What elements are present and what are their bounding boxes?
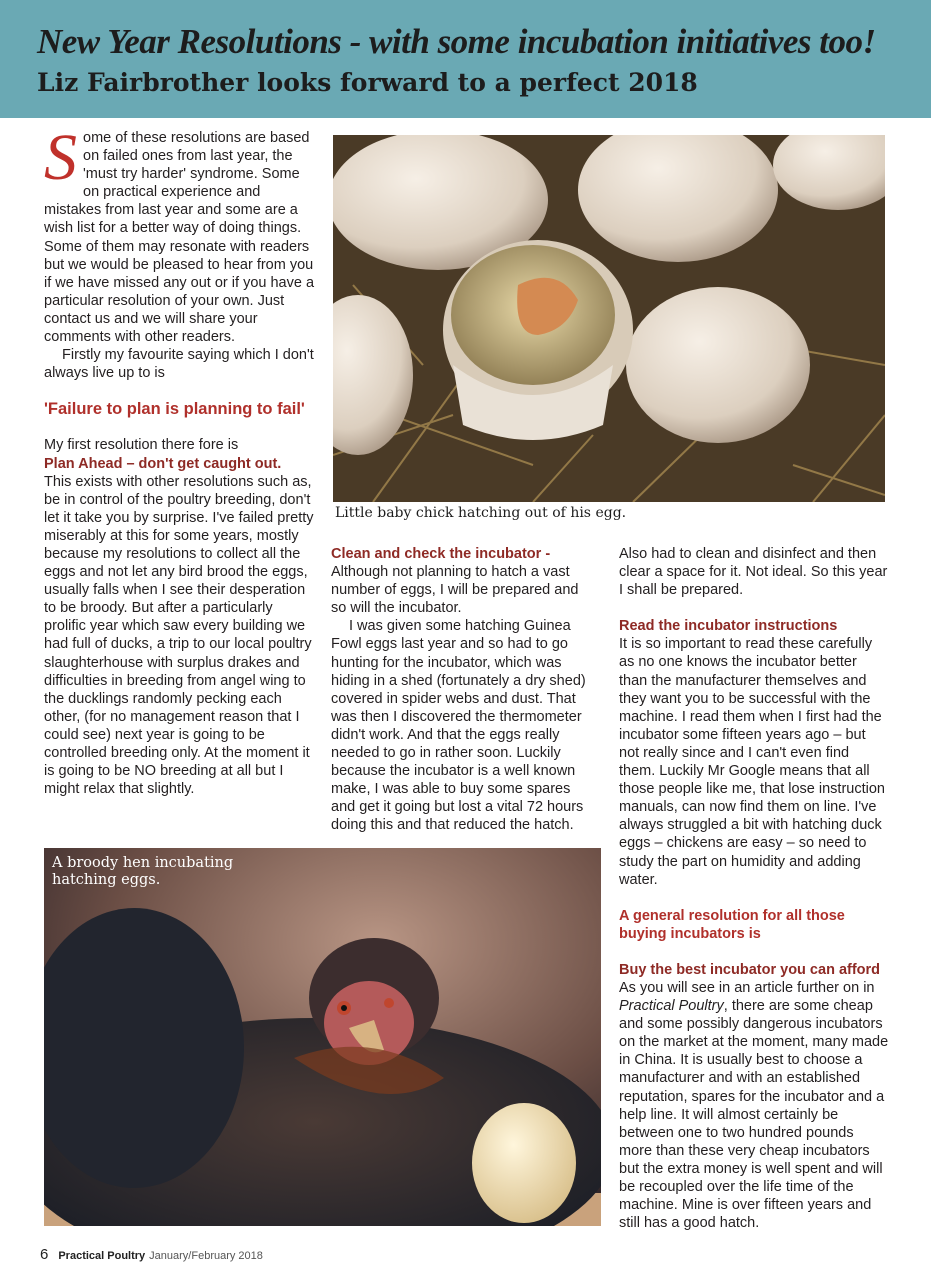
drop-cap: S [44,121,77,194]
broody-hen-photo [44,848,601,1226]
hen-photo-caption: A broody hen incubating hatching eggs. [52,855,234,888]
header-banner [0,0,931,118]
plan-ahead-heading: Plan Ahead – don't get caught out. [44,455,282,472]
article-title: New Year Resolutions - with some incubation initiatives too! [37,22,876,61]
page-footer [40,1246,263,1263]
intro-paragraph [44,121,316,346]
chick-photo-caption: Little baby chick hatching out of his egg. [335,505,627,521]
column-left [44,121,316,798]
broody-hen-image [44,848,601,1226]
best-incubator-body: As you will see in an article further on in Practical Poultry, there are some cheap and some possibly dangerous incubators on the market at the moment, many made in China. It is usually best to choose a manufacturer and with an established reputation, spares for the incubator and a help line. It will almost certainly be between one to two hundred pounds more than these very cheap incubators but the extra money is well spent and will be recoupled over the life time of the machine. Mine is over fifteen years and still has a good hatch. [619,979,889,1232]
column-right [619,545,889,1232]
pull-quote: 'Failure to plan is planning to fail' [44,400,305,419]
plan-ahead-body: This exists with other resolutions such as, be in control of the poultry breeding, don't let it take you by surprise. I've failed pretty miserably at this for some years, mostly because my resolutions to collect all the eggs and not let any bird brood the eggs, usually falls when I see their desperation to be broody. But after a particularly prolific year which saw every building we had full of ducks, a trip to our local poultry slaughterhouse with surplus drakes and difficulties in breeding from angel wing to the ducklings randomly pecking each other, (for no management reason that I could see) next year is going to be controlled breeding only. At the moment it is going to be NO breeding at all but I might relax that slightly. [44,473,314,798]
issue-date: January/February 2018 [149,1250,263,1262]
chick-hatching-photo [333,135,885,502]
saying-intro: Firstly my favourite saying which I don't always live up to is [44,347,314,382]
publication-name: Practical Poultry [58,1250,146,1262]
guinea-fowl-paragraph: I was given some hatching Guinea Fowl eggs last year and so had to go hunting for the incubator, which was hiding in a shed (fortunately a dry shed) covered in spider webs and dust. That was then I discovered the thermometer didn't work. And that the eggs really needed to go in rather soon. Luckily because the incubator is a well known make, I was able to buy some spares and get it going but lost a vital 72 hours doing this and that reduced the hatch. [331,618,586,834]
page-number: 6 [40,1246,49,1263]
intro-text: ome of these resolutions are based on failed ones from last year, the 'must try harder' syndrome. Some on practical experience and mistakes from last year and some are a wish list for a better way of doing things. Some of them may resonate with readers but we would be pleased to hear from you if we have missed any out or if you have a particular resolution of your own. Just contact us and we will share your comments with other readers. [44,130,315,346]
best-incubator-heading: Buy the best incubator you can afford [619,961,881,978]
clean-incubator-heading: Clean and check the incubator - [331,546,551,562]
article-subtitle [37,68,698,97]
general-resolution-heading: A general resolution for all those buying incubators is [619,907,845,942]
chick-hatching-image [333,135,885,502]
subtitle-text: looks forward to a perfect 2018 [248,68,698,97]
column-middle [331,545,596,835]
instructions-body: It is so important to read these carefully as no one knows the incubator better than the manufacturer themselves and they want you to be successful with the machine. I read them when I first had the incubator some fifteen years ago – but not really since and I can't even find them. Luckily Mr Google means that all those people like me, that lose instruction manuals, can now find them on line. I've always struggled a bit with hatching duck eggs – chickens are easy – so need to study the part on humidity and adding water. [619,636,885,888]
clean-incubator-body: Although not planning to hatch a vast number of eggs, I will be prepared and so will the incubator. [331,564,579,617]
author-name: Liz Fairbrother [37,68,249,97]
prepared-paragraph: Also had to clean and disinfect and then clear a space for it. Not ideal. So this year I shall be prepared. [619,546,888,599]
instructions-heading: Read the incubator instructions [619,618,838,635]
magazine-name-italic: Practical Poultry [619,998,724,1015]
resolution-lead: My first resolution there fore is [44,437,239,454]
